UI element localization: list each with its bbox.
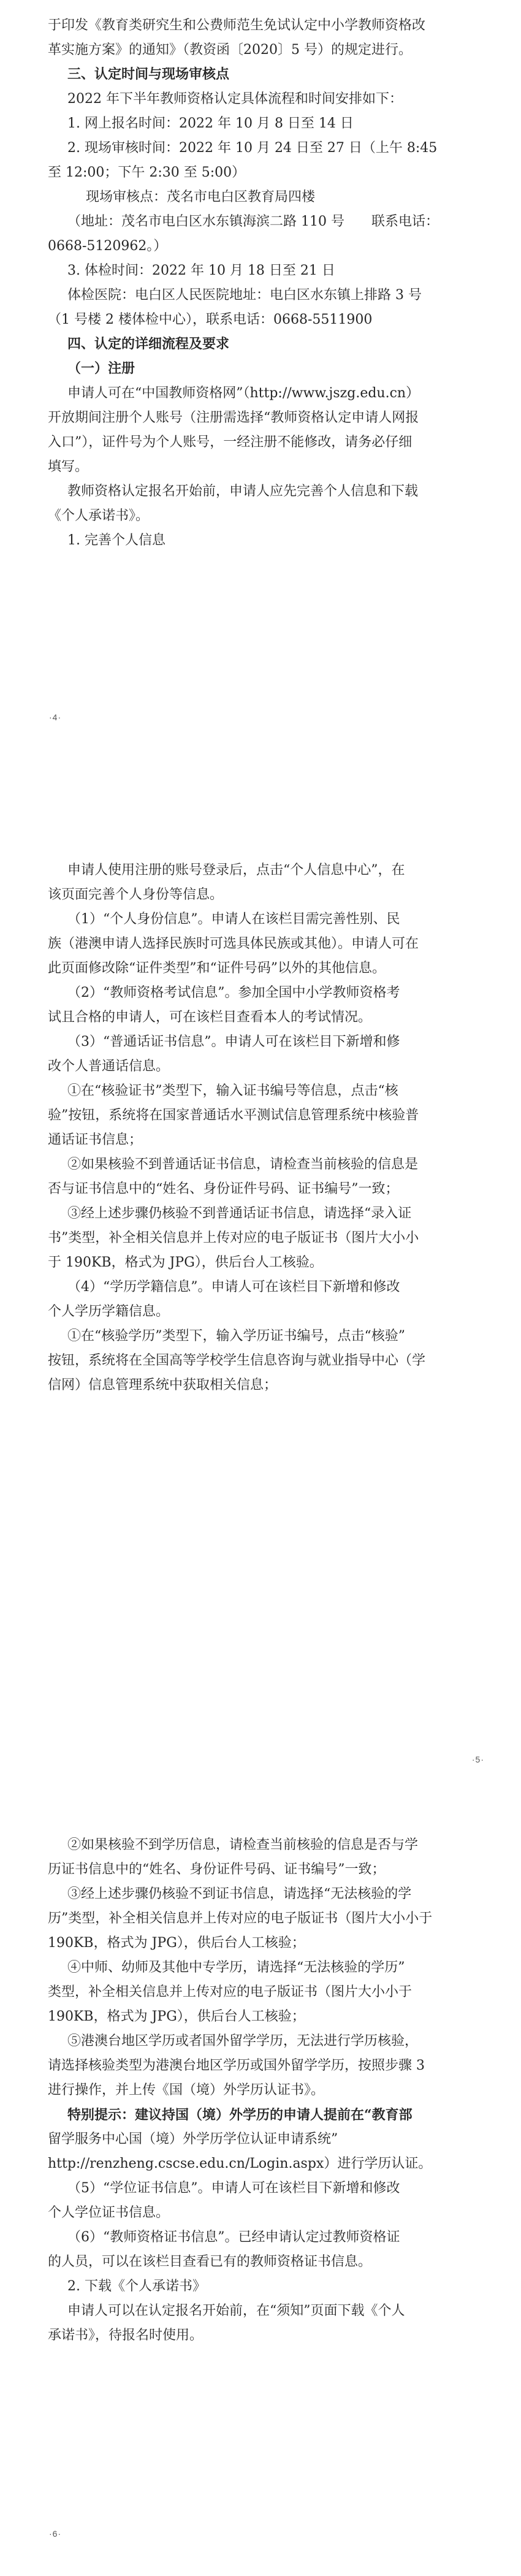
page-6-text xyxy=(0,1833,521,2348)
body-line: 试且合格的申请人，可在该栏目查看本人的考试情况。 xyxy=(48,1010,372,1025)
exam-time: 3. 体检时间：2022 年 10 月 18 日至 21 日 xyxy=(67,263,335,278)
body-line: 承诺书》，待报名时使用。 xyxy=(48,2328,203,2343)
section-3-title: 三、认定时间与现场审核点 xyxy=(67,67,230,82)
body-line: 书”类型，补全相关信息并上传对应的电子版证书（图片大小小 xyxy=(48,1230,419,1246)
body-line: （6）“教师资格证书信息”。已经申请认定过教师资格证 xyxy=(67,2230,400,2245)
special-note-cont: 留学服务中心国（境）外学历学位认证申请系统” xyxy=(48,2132,338,2147)
register-text: 入口”），证件号为个人账号，一经注册不能修改，请务必仔细 xyxy=(48,435,413,450)
body-line: ④中师、幼师及其他中专学历，请选择“无法核验的学历” xyxy=(67,1960,405,1975)
body-line: ⑤港澳台地区学历或者国外留学学历，无法进行学历核验， xyxy=(67,2033,419,2049)
page-5-text xyxy=(0,858,521,1398)
body-line: 请选择核验类型为港澳台地区学历或国外留学学历，按照步骤 3 xyxy=(48,2058,425,2073)
body-line: （3）“普通话证书信息”。申请人可在该栏目下新增和修 xyxy=(67,1034,400,1050)
body-line: （1）“个人身份信息”。申请人在该栏目需完善性别、民 xyxy=(67,912,400,927)
body-line: 该页面完善个人身份等信息。 xyxy=(48,887,224,902)
body-line: ③经上述步骤仍核验不到证书信息，请选择“无法核验的学 xyxy=(67,1886,412,1902)
intro-line: 于印发《教育类研究生和公费师范生免试认定中小学教师资格改 xyxy=(48,18,426,33)
page-5-content xyxy=(0,840,521,1735)
section-3-intro: 2022 年下半年教师资格认定具体流程和时间安排如下： xyxy=(67,91,403,107)
body-line: （2）“教师资格考试信息”。参加全国中小学教师资格考 xyxy=(67,985,400,1000)
body-line: 申请人可以在认定报名开始前，在“须知”页面下载《个人 xyxy=(67,2303,405,2319)
page-4-text xyxy=(0,13,521,553)
body-line: ①在“核验学历”类型下，输入学历证书编号，点击“核验” xyxy=(67,1328,405,1344)
body-line: 进行操作，并上传《国（境）外学历认证书》。 xyxy=(48,2083,325,2098)
certification-link: http://renzheng.cscse.edu.cn/Login.aspx）进行学历认证。 xyxy=(48,2156,432,2171)
page-number: ·6· xyxy=(49,2529,62,2539)
body-line: 历”类型，补全相关信息并上传对应的电子版证书（图片大小小于 xyxy=(48,1911,433,1926)
intro-line: 革实施方案》的通知》（教资函〔2020〕5 号）的规定进行。 xyxy=(48,42,412,58)
body-line: （4）“学历学籍信息”。申请人可在该栏目下新增和修改 xyxy=(67,1279,400,1295)
register-text: 申请人可在“中国教师资格网”（http://www.jszg.edu.cn） xyxy=(67,386,420,401)
hospital-address: 体检医院：电白区人民医院地址：电白区水东镇上排路 3 号 xyxy=(67,288,422,303)
body-line: 的人员，可以在该栏目查看已有的教师资格证书信息。 xyxy=(48,2254,372,2269)
step-1-title: 1. 完善个人信息 xyxy=(67,533,165,548)
body-line: 个人学历学籍信息。 xyxy=(48,1304,170,1319)
body-line: 按钮，系统将在全国高等学校学生信息咨询与就业指导中心（学 xyxy=(48,1353,426,1368)
body-line: 190KB，格式为 JPG），供后台人工核验； xyxy=(48,1935,305,1951)
subsection-register-title: （一）注册 xyxy=(67,361,135,376)
step-2-title: 2. 下载《个人承诺书》 xyxy=(67,2279,206,2294)
register-text: 《个人承诺书》。 xyxy=(48,508,150,524)
review-site-phone: 0668-5120962。） xyxy=(48,238,167,254)
register-text: 教师资格认定报名开始前，申请人应先完善个人信息和下载 xyxy=(67,484,419,499)
body-line: 否与证书信息中的“姓名、身份证件号码、证书编号”一致； xyxy=(48,1181,399,1197)
register-text: 填写。 xyxy=(48,459,89,474)
body-line: 历证书信息中的“姓名、身份证件号码、证书编号”一致； xyxy=(48,1862,386,1877)
special-note: 特别提示：建议持国（境）外学历的申请人提前在“教育部 xyxy=(67,2107,413,2123)
register-text: 开放期间注册个人账号（注册需选择“教师资格认定申请人网报 xyxy=(48,410,419,425)
body-line: 族（港澳申请人选择民族时可选具体民族或其他）。申请人可在 xyxy=(48,936,419,951)
page-number: ·5· xyxy=(471,1755,484,1764)
body-line: 申请人使用注册的账号登录后，点击“个人信息中心”，在 xyxy=(67,863,405,878)
body-line: ②如果核验不到学历信息，请检查当前核验的信息是否与学 xyxy=(67,1837,419,1853)
review-site: 现场审核点：茂名市电白区教育局四楼 xyxy=(86,189,316,205)
page-6-content xyxy=(0,1815,521,2576)
body-line: 此页面修改除“证件类型”和“证件号码”以外的其他信息。 xyxy=(48,961,386,976)
body-line: 于 190KB，格式为 JPG），供后台人工核验。 xyxy=(48,1255,323,1270)
body-line: 通话证书信息； xyxy=(48,1132,143,1148)
body-line: ③经上述步骤仍核验不到普通话证书信息，请选择“录入证 xyxy=(67,1206,412,1221)
body-line: ②如果核验不到普通话证书信息，请检查当前核验的信息是 xyxy=(67,1157,419,1172)
body-line: （5）“学位证书信息”。申请人可在该栏目下新增和修改 xyxy=(67,2181,400,2196)
review-time-cont: 至 12:00；下午 2:30 至 5:00） xyxy=(48,165,246,180)
page-4-content xyxy=(0,0,521,680)
body-line: 190KB，格式为 JPG），供后台人工核验； xyxy=(48,2009,305,2024)
body-line: 验”按钮，系统将在国家普通话水平测试信息管理系统中核验普 xyxy=(48,1108,419,1123)
review-site-address: （地址：茂名市电白区水东镇海滨二路 110 号 联系电话： xyxy=(67,214,439,229)
registration-time: 1. 网上报名时间：2022 年 10 月 8 日至 14 日 xyxy=(67,116,354,131)
body-line: 信网）信息管理系统中获取相关信息； xyxy=(48,1378,278,1393)
section-4-title: 四、认定的详细流程及要求 xyxy=(67,337,230,352)
body-line: ①在“核验证书”类型下，输入证书编号等信息，点击“核 xyxy=(67,1083,398,1099)
review-time: 2. 现场审核时间：2022 年 10 月 24 日至 27 日（上午 8:45 xyxy=(67,140,438,156)
hospital-phone: （1 号楼 2 楼体检中心），联系电话：0668-5511900 xyxy=(48,312,373,327)
body-line: 个人学位证书信息。 xyxy=(48,2205,170,2220)
page-number: ·4· xyxy=(49,712,62,722)
body-line: 类型，补全相关信息并上传对应的电子版证书（图片大小小于 xyxy=(48,1984,413,2000)
body-line: 改个人普通话信息。 xyxy=(48,1059,170,1074)
